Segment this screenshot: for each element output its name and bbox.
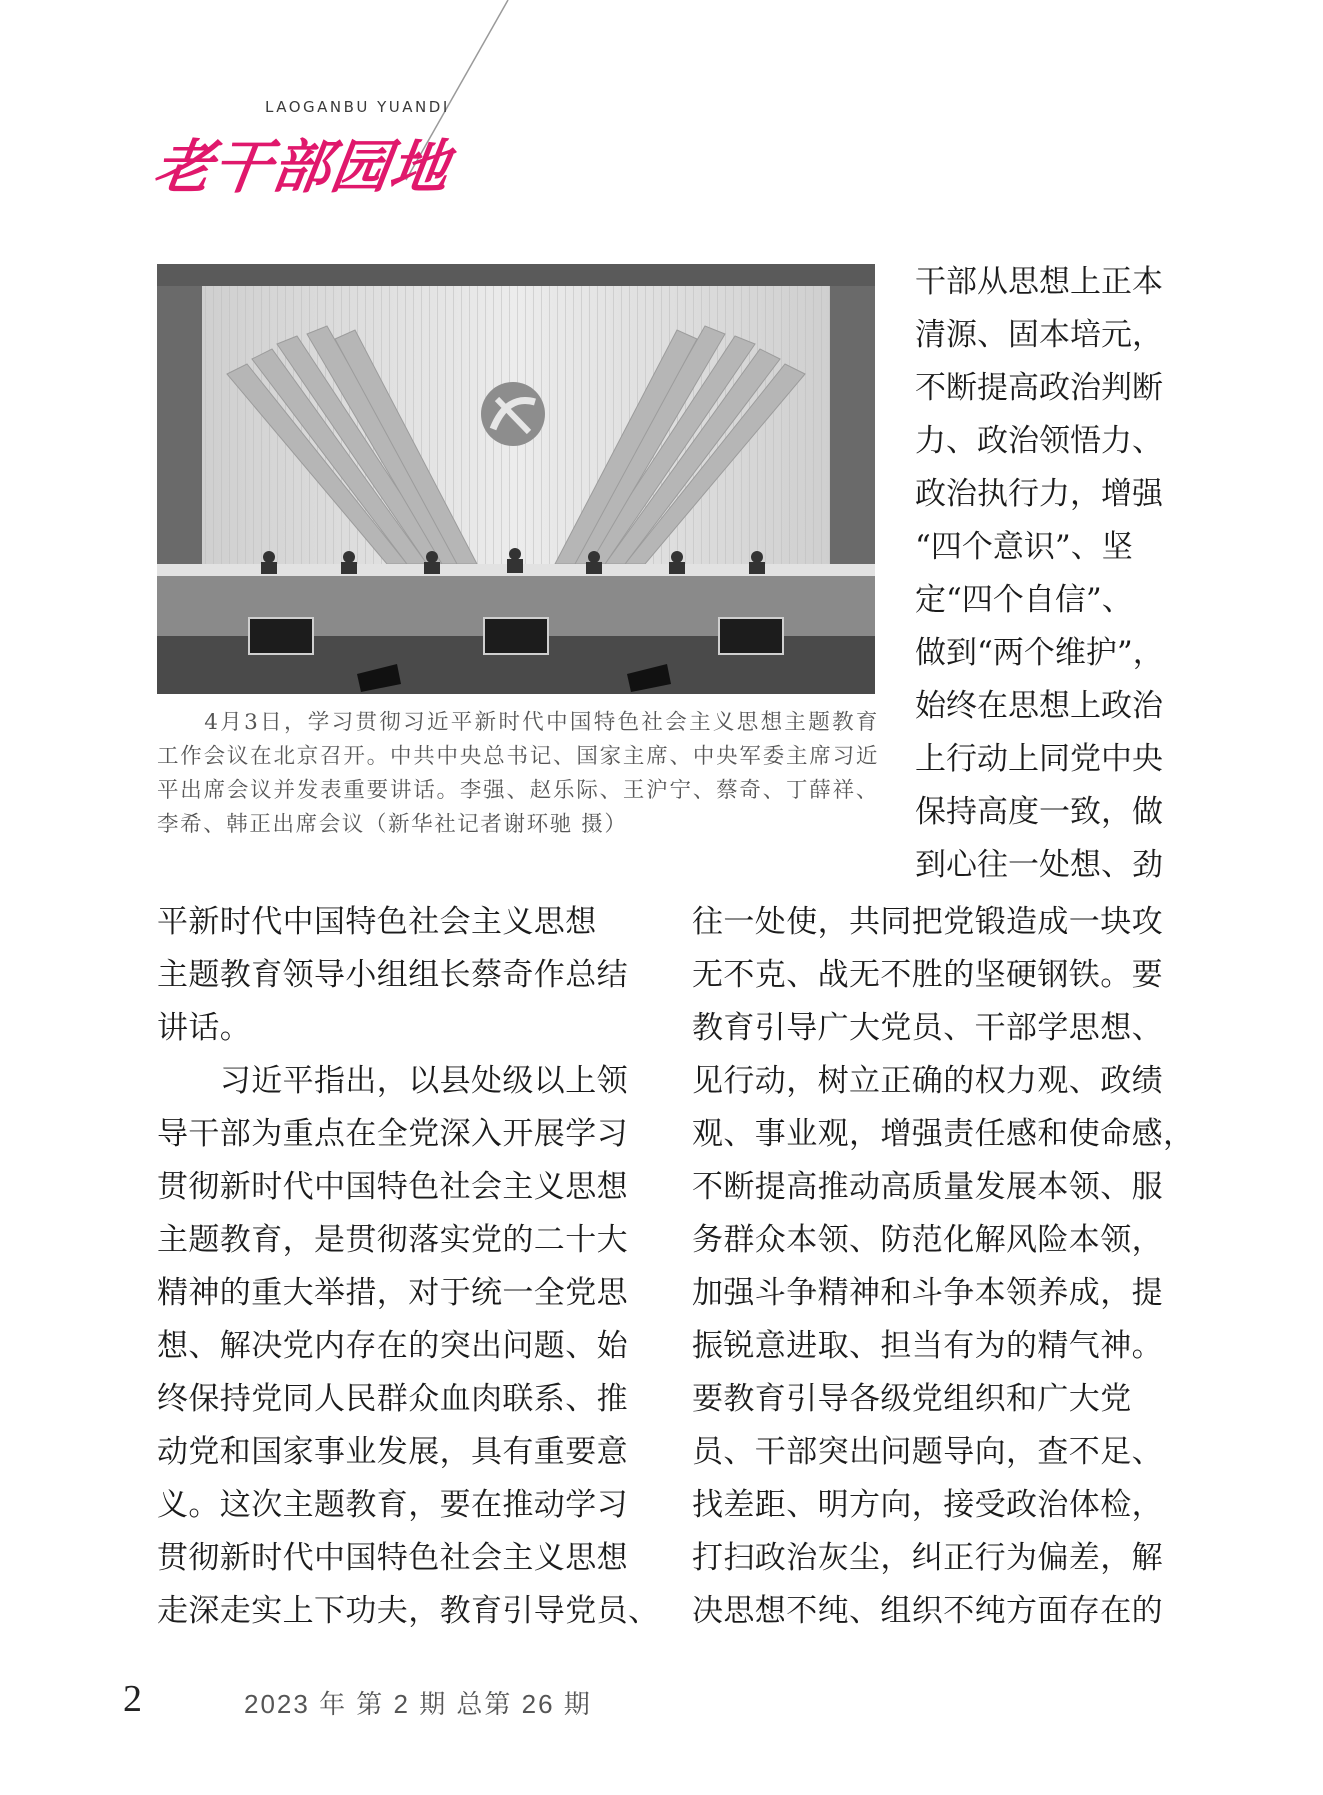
text-column-top-right: [915, 256, 1177, 892]
emblem-icon: [481, 382, 545, 446]
text-line: 始终在思想上政治: [915, 688, 1163, 724]
text-line: 终保持党同人民群众血肉联系、推: [157, 1381, 628, 1417]
issue-info: 2023 年 第 2 期 总第 26 期: [244, 1689, 592, 1719]
text-line: 要教育引导各级党组织和广大党: [692, 1381, 1132, 1417]
text-line: 见行动，树立正确的权力观、政绩: [692, 1063, 1163, 1099]
text-line: 主题教育，是贯彻落实党的二十大: [157, 1222, 628, 1258]
page-number: 2: [123, 1678, 142, 1720]
text-line: 振锐意进取、担当有为的精气神。: [692, 1328, 1163, 1364]
text-column-right: [692, 896, 1195, 1638]
text-line: 干部从思想上正本: [915, 264, 1163, 300]
text-line: 保持高度一致，做: [915, 794, 1163, 830]
text-line: “四个意识”、坚: [915, 529, 1133, 565]
text-line: 力、政治领悟力、: [915, 423, 1163, 459]
text-line: 加强斗争精神和斗争本领养成，提: [692, 1275, 1163, 1311]
text-line: 义。这次主题教育，要在推动学习: [157, 1487, 628, 1523]
text-column-left: [157, 896, 660, 1638]
text-line: 想、解决党内存在的突出问题、始: [157, 1328, 628, 1364]
text-line: 平新时代中国特色社会主义思想: [157, 904, 597, 940]
masthead-logo: 老干部园地: [149, 133, 455, 201]
text-line: 政治执行力，增强: [915, 476, 1163, 512]
text-line: 定“四个自信”、: [915, 582, 1133, 618]
text-line: 不断提高推动高质量发展本领、服: [692, 1169, 1163, 1205]
text-line: 主题教育领导小组组长蔡奇作总结: [157, 957, 628, 993]
text-line: 决思想不纯、组织不纯方面存在的: [692, 1593, 1163, 1629]
photo-caption: 4月3日，学习贯彻习近平新时代中国特色社会主义思想主题教育工作会议在北京召开。中共中央总书记、国家主席、中央军委主席习近平出席会议并发表重要讲话。李强、赵乐际、王沪宁、蔡奇、丁薛祥、李希、韩正出席会议（新华社记者谢环驰 摄）: [157, 710, 879, 837]
text-line: 习近平指出，以县处级以上领: [157, 1063, 628, 1099]
text-line: 清源、固本培元，: [915, 317, 1163, 353]
masthead-pinyin: LAOGANBU YUANDI: [265, 98, 450, 116]
text-line: 走深走实上下功夫，教育引导党员、: [157, 1593, 660, 1629]
text-line: 打扫政治灰尘，纠正行为偏差，解: [692, 1540, 1163, 1576]
conference-photo-illustration: [157, 264, 875, 694]
text-line: 无不克、战无不胜的坚硬钢铁。要: [692, 957, 1163, 993]
text-line: 贯彻新时代中国特色社会主义思想: [157, 1540, 628, 1576]
text-line: 观、事业观，增强责任感和使命感，: [692, 1116, 1195, 1152]
text-line: 做到“两个维护”，: [915, 635, 1164, 671]
text-line: 到心往一处想、劲: [915, 847, 1163, 883]
text-line: 贯彻新时代中国特色社会主义思想: [157, 1169, 628, 1205]
conference-photo: [157, 264, 875, 694]
text-line: 讲话。: [157, 1010, 252, 1046]
text-line: 教育引导广大党员、干部学思想、: [692, 1010, 1163, 1046]
text-line: 务群众本领、防范化解风险本领，: [692, 1222, 1163, 1258]
text-line: 动党和国家事业发展，具有重要意: [157, 1434, 628, 1470]
text-line: 员、干部突出问题导向，查不足、: [692, 1434, 1163, 1470]
text-line: 不断提高政治判断: [915, 370, 1163, 406]
text-line: 导干部为重点在全党深入开展学习: [157, 1116, 628, 1152]
text-line: 上行动上同党中央: [915, 741, 1163, 777]
text-line: 找差距、明方向，接受政治体检，: [692, 1487, 1163, 1523]
text-line: 往一处使，共同把党锻造成一块攻: [692, 904, 1163, 940]
text-line: 精神的重大举措，对于统一全党思: [157, 1275, 628, 1311]
